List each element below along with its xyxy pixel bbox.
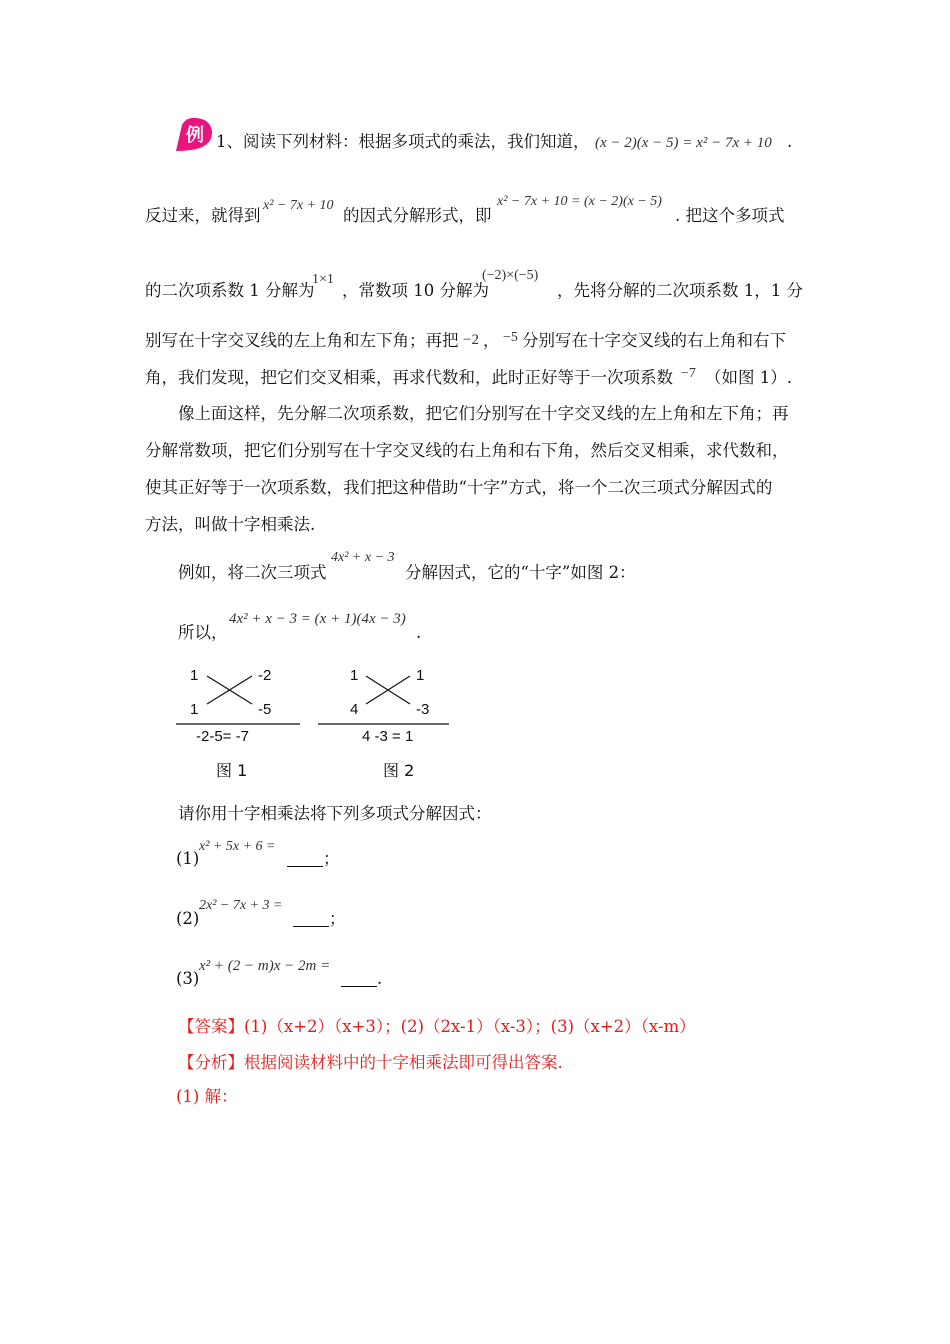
fig1-top-right: -2 [258, 667, 272, 684]
example-line-3a: 的二次项系数 1 分解为 [145, 281, 315, 300]
example-line-4a: 别写在十字交叉线的左上角和左下角；再把 [145, 331, 459, 350]
math-product: (x − 2)(x − 5) = x² − 7x + 10 [595, 135, 772, 151]
para2-line-2: 分解常数项，把它们分别写在十字交叉线的右上角和右下角，然后交叉相乘，求代数和， [145, 441, 789, 460]
math-minus-7: −7 [681, 366, 696, 381]
math-factored: x² − 7x + 10 = (x − 2)(x − 5) [497, 194, 662, 209]
analysis-text: 根据阅读材料中的十字相乘法即可得出答案. [244, 1053, 563, 1072]
example-line-5b: （如图 1）. [705, 368, 792, 387]
so-period: . [416, 623, 422, 642]
example-line-4c: 分别写在十字交叉线的右上角和右下 [522, 331, 786, 350]
fig1-top-left: 1 [190, 667, 199, 684]
math-minus-5: −5 [503, 330, 518, 345]
question-3-expression: x² + (2 − m)x − 2m = [199, 958, 331, 974]
example-line-3b: ，常数项 10 分解为 [342, 281, 489, 300]
example-line-2b: 的因式分解形式，即 [343, 206, 492, 225]
fig1-caption: 图 1 [216, 761, 248, 780]
example-line-1: 1、阅读下列材料：根据多项式的乘法，我们知道， [216, 132, 590, 151]
fig2-top-right: 1 [416, 667, 425, 684]
para2-line-3: 使其正好等于一次项系数，我们把这种借助“十字”方式，将一个二次三项式分解因式的 [145, 478, 773, 497]
question-3-number: (3) [176, 969, 200, 988]
period-1: . [787, 132, 793, 151]
analysis-line [178, 1053, 563, 1073]
question-2-expression: 2x² − 7x + 3 = [199, 898, 283, 913]
question-1-expression: x² + 5x + 6 = [199, 839, 276, 854]
answer-line [178, 1017, 696, 1037]
so-label: 所以， [178, 623, 228, 642]
example-badge [172, 115, 216, 155]
fig2-caption: 图 2 [383, 761, 415, 780]
question-2-blank: ； [293, 909, 346, 929]
answer-text: (1)（x+2）（x+3）；(2)（2x-1）（x-3）；(3)（x+2）（x-m） [244, 1017, 696, 1036]
answer-label: 【答案】 [178, 1017, 244, 1036]
example-figure-ref: 分解因式，它的“十字”如图 2： [405, 563, 636, 582]
math-so-result: 4x² + x − 3 = (x + 1)(4x − 3) [229, 611, 406, 627]
fig2-top-left: 1 [350, 667, 359, 684]
example-for-instance: 例如，将二次三项式 [178, 563, 327, 582]
fig2-result: 4 -3 = 1 [362, 728, 414, 745]
math-minus2-times-minus5: (−2)×(−5) [482, 268, 539, 283]
question-1-blank: ； [287, 849, 340, 869]
analysis-label: 【分析】 [178, 1053, 244, 1072]
example-line-3c: ，先将分解的二次项系数 1，1 分 [557, 281, 803, 300]
fig1-bottom-right: -5 [258, 701, 272, 718]
math-minus-2: −2 [463, 332, 479, 348]
badge-glyph: 例 [186, 125, 204, 146]
math-polynomial: x² − 7x + 10 [263, 198, 334, 213]
math-one-times-one: 1×1 [312, 272, 334, 287]
example-line-5a: 角，我们发现，把它们交叉相乘，再求代数和，此时正好等于一次项系数 [145, 368, 673, 387]
questions-intro: 请你用十字相乘法将下列多项式分解因式： [178, 804, 492, 823]
cross-figure-2 [316, 662, 456, 782]
question-3-blank: . [341, 969, 382, 989]
solution-start: (1) 解： [176, 1087, 238, 1106]
para2-line-4: 方法，叫做十字相乘法. [145, 515, 316, 534]
para2-line-1: 像上面这样，先分解二次项系数，把它们分别写在十字交叉线的左上角和左下角；再 [178, 404, 789, 423]
question-1-number: (1) [176, 849, 200, 868]
math-4x2-x-3: 4x² + x − 3 [331, 550, 395, 565]
cross-figure-1 [172, 662, 302, 782]
fig2-bottom-right: -3 [416, 701, 430, 718]
fig1-bottom-left: 1 [190, 701, 199, 718]
example-line-2c: . 把这个多项式 [675, 206, 785, 225]
example-line-4b: ， [483, 331, 500, 350]
fig1-result: -2-5= -7 [196, 728, 249, 745]
fig2-bottom-left: 4 [350, 701, 359, 718]
question-2-number: (2) [176, 909, 200, 928]
example-line-2a: 反过来，就得到 [145, 206, 261, 225]
